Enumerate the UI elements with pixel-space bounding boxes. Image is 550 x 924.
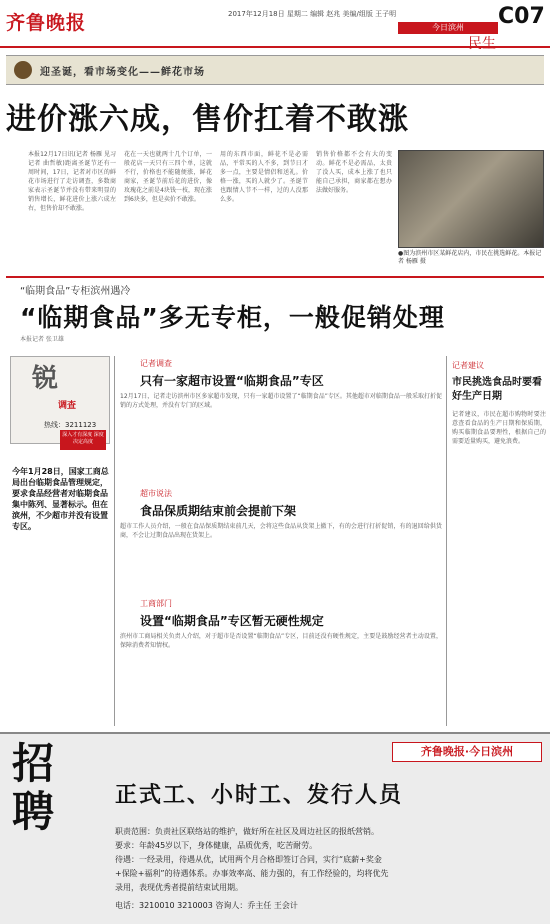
hotline-label: 热线： bbox=[44, 421, 65, 429]
badge-character: 锐 bbox=[32, 364, 59, 394]
flower-icon bbox=[14, 61, 32, 79]
article-gutter bbox=[6, 150, 22, 272]
section-title: 民生 bbox=[468, 36, 496, 52]
section-divider bbox=[6, 276, 544, 278]
ad-line: 要求：年龄45岁以下，身体健康，品质优秀，吃苦耐劳。 bbox=[115, 841, 318, 850]
column-rule bbox=[446, 356, 447, 726]
feature-headline: “临期食品”多无专柜，一般促销处理 bbox=[20, 303, 445, 332]
ad-line: 录用，表现优秀者提前结束试用期。 bbox=[115, 883, 243, 892]
section-heading: 设置“临期食品”专区暂无硬性规定 bbox=[140, 614, 324, 628]
side-note: 今年1月28日，国家工商总局出台临期食品管理规定，要求食品经营者对临期食品集中陈列、显著标示。但在滨州，不少超市并没有设置专区。 bbox=[12, 467, 109, 531]
suggest-heading: 市民挑选食品时要看好生产日期 bbox=[452, 377, 542, 402]
section-body: 滨州市工商局相关负责人介绍，对于超市是否设置“临期食品”专区，目前还没有硬性规定，主要是鼓励经营者主动设置，保障消费者知情权。 bbox=[120, 633, 442, 649]
kicker-text: 迎圣诞，看市场变化——鲜花市场 bbox=[40, 67, 205, 78]
photo-caption: ●图为滨州市区某鲜花店内，市民在挑选鲜花。本报记者 杨雁 摄 bbox=[398, 250, 542, 265]
suggest-body: 记者建议，市民在超市购物时要注意查看食品的生产日期和保质期，购买临期食品要理性，根据自己的需要适量购买，避免浪费。 bbox=[452, 411, 546, 445]
ad-line: 职责范围：负责社区联络站的维护，做好所在社区及周边社区的报纸营销。 bbox=[115, 827, 379, 836]
hotline-number: 3211123 bbox=[65, 421, 97, 429]
section-bar: 今日滨州 bbox=[398, 22, 498, 34]
section-tag: 工商部门 bbox=[140, 599, 172, 608]
article-column: 用的东西市面，鲜花不是必需品，平常买的人不多，到节日才多一点，主要是情侣和送礼。价格一涨，买的人就少了。圣诞节也跟情人节不一样，过的人没那么多。 bbox=[220, 151, 308, 203]
feature-byline: 本报记者 张卫雄 bbox=[20, 336, 64, 343]
section-tag: 记者调查 bbox=[140, 359, 172, 368]
badge-subtitle: 调查 bbox=[58, 401, 77, 411]
newspaper-logo: 齐鲁晚报 bbox=[6, 12, 87, 34]
section-tag: 超市说法 bbox=[140, 489, 172, 498]
article-column: 花在一天也就两十几个订单，一般花店一天只有三四个单，这就不行，价格也不能随便涨，鲜花商家，圣诞节前后花的进价，像玫瑰花之前是4块钱一枝，现在涨到6块多，但是卖价不敢涨。 bbox=[124, 151, 212, 203]
ad-line: +保险+福利”的待遇体系。办事效率高、能力强的，有工作经验的，均将优先 bbox=[115, 869, 389, 878]
section-body: 超市工作人员介绍，一般在食品保质期结束前几天，会将这些食品从货架上撤下，有的会进行打折促销，有的退回给供货商，不会让过期食品出现在货架上。 bbox=[120, 523, 442, 539]
ad-headline: 正式工、小时工、发行人员 bbox=[115, 783, 404, 808]
section-heading: 只有一家超市设置“临期食品”专区 bbox=[140, 374, 324, 388]
section-body: 12月17日，记者走访滨州市区多家超市发现，只有一家超市设置了“临期食品”专区。其他超市对临期食品一般采取打折促销的方式处理，并没有专门的区域。 bbox=[120, 393, 442, 409]
article-column: 销售价格都不会有大的变动。鲜花不是必需品，太贵了没人买，成本上涨了也只能自己承担，商家都在想办法做好服务。 bbox=[316, 151, 392, 194]
page-number: C07 bbox=[498, 4, 545, 29]
column-rule bbox=[114, 356, 115, 726]
news-photo bbox=[398, 150, 544, 248]
article-column: 本报12月17日讯(记者 杨雁 见习记者 曲哲敏)距离圣诞节还有一周时间，17日，记者对市区的鲜花市场进行了走访调查，多数商家表示圣诞节并没有带来明显的销售增长，鲜花进价上涨六成左右，但售价却不敢涨。 bbox=[28, 151, 116, 212]
suggest-tag: 记者建议 bbox=[452, 361, 484, 370]
ad-contact: 电话：3210010 3210003 咨询人：乔主任 王会计 bbox=[115, 901, 298, 910]
ad-line: 待遇：一经录用，待遇从优，试用两个月合格即签订合同，实行“底薪+奖金 bbox=[115, 855, 382, 864]
dateline: 2017年12月18日 星期二 编辑 赵兆 美编/组版 王子明 bbox=[228, 10, 397, 18]
feature-kicker: “临期食品”专柜滨州遇冷 bbox=[20, 286, 131, 297]
main-headline: 进价涨六成，售价扛着不敢涨 bbox=[6, 102, 409, 137]
ad-logo: 齐鲁晚报·今日滨州 bbox=[392, 742, 542, 762]
section-heading: 食品保质期结束前会提前下架 bbox=[140, 504, 297, 518]
badge-stamp: 深入才有深度 深度决定高度 bbox=[60, 430, 106, 450]
hotline bbox=[44, 420, 96, 430]
ad-big-title: 招聘 bbox=[12, 739, 55, 836]
